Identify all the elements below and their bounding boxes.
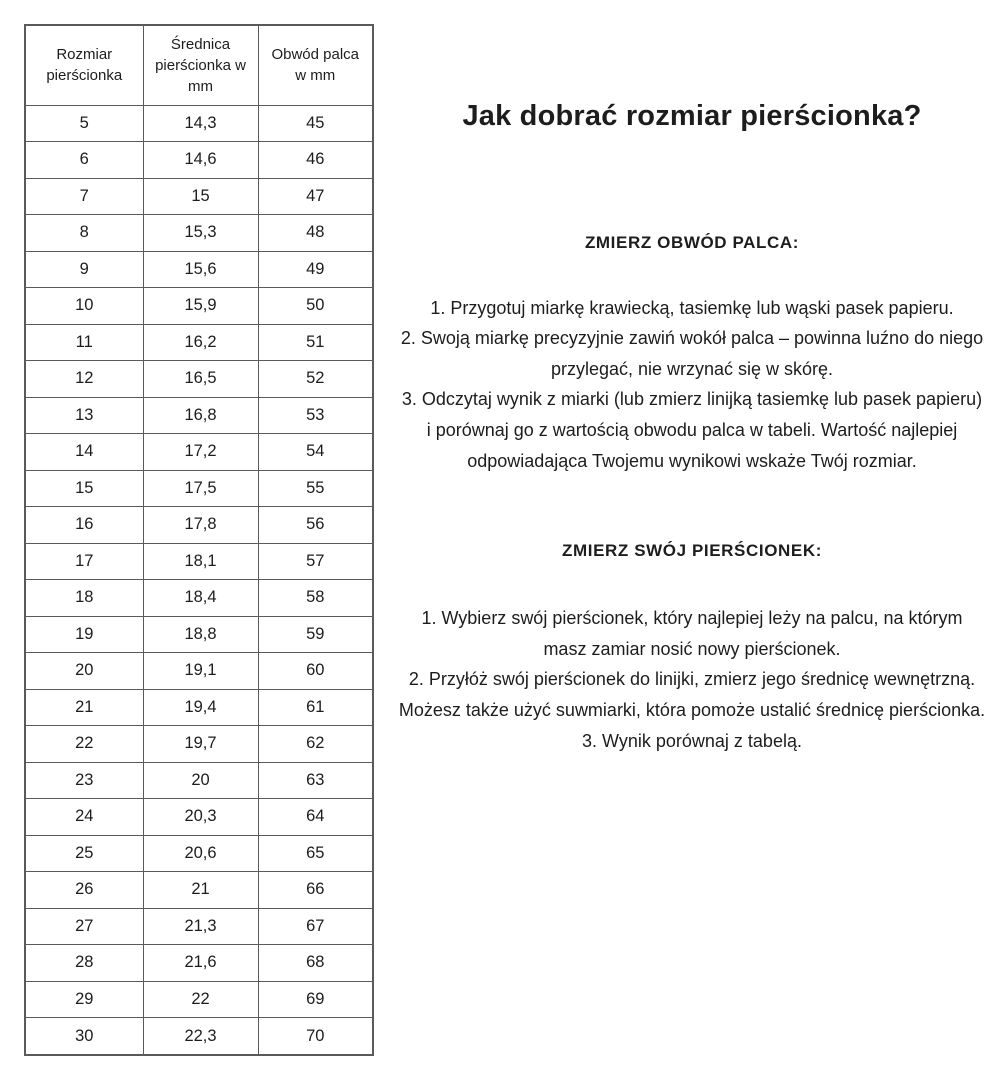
- table-cell: 9: [25, 251, 143, 288]
- table-cell: 10: [25, 288, 143, 325]
- table-cell: 15,3: [143, 215, 258, 252]
- instruction-item: 3. Odczytaj wynik z miarki (lub zmierz linijką tasiemkę lub pasek papieru) i porównaj go z wartością obwodu palca w tabeli. Wartość najlepiej odpowiadająca Twojemu wynikowi wskaże Twój rozmiar.: [401, 389, 983, 471]
- table-cell: 18,8: [143, 616, 258, 653]
- table-cell: 22: [143, 981, 258, 1018]
- table-cell: 69: [258, 981, 373, 1018]
- table-cell: 52: [258, 361, 373, 398]
- table-row: [25, 251, 373, 288]
- table-cell: 21: [143, 872, 258, 909]
- table-cell: 6: [25, 142, 143, 179]
- table-cell: 17: [25, 543, 143, 580]
- table-cell: 17,8: [143, 507, 258, 544]
- table-cell: 16: [25, 507, 143, 544]
- table-cell: 20,3: [143, 799, 258, 836]
- table-row: [25, 653, 373, 690]
- table-cell: 15,6: [143, 251, 258, 288]
- content-panel: [398, 0, 986, 756]
- table-cell: 27: [25, 908, 143, 945]
- table-cell: 11: [25, 324, 143, 361]
- table-row: [25, 324, 373, 361]
- instruction-item: 3. Wynik porównaj z tabelą.: [582, 730, 802, 751]
- table-cell: 57: [258, 543, 373, 580]
- table-cell: 21,3: [143, 908, 258, 945]
- table-row: [25, 434, 373, 471]
- table-row: [25, 178, 373, 215]
- table-cell: 59: [258, 616, 373, 653]
- table-row: [25, 835, 373, 872]
- ring-size-table-body: [25, 105, 373, 1055]
- table-cell: 28: [25, 945, 143, 982]
- table-cell: 24: [25, 799, 143, 836]
- table-cell: 46: [258, 142, 373, 179]
- table-row: [25, 981, 373, 1018]
- table-row: [25, 142, 373, 179]
- table-cell: 17,5: [143, 470, 258, 507]
- table-row: [25, 726, 373, 763]
- table-cell: 16,5: [143, 361, 258, 398]
- table-row: [25, 762, 373, 799]
- table-row: [25, 215, 373, 252]
- table-row: [25, 470, 373, 507]
- table-cell: 21: [25, 689, 143, 726]
- table-cell: 66: [258, 872, 373, 909]
- instruction-item: 2. Swoją miarkę precyzyjnie zawiń wokół palca – powinna luźno do niego przylegać, nie wrzynać się w skórę.: [400, 328, 984, 379]
- table-row: [25, 580, 373, 617]
- table-cell: 5: [25, 105, 143, 142]
- table-cell: 61: [258, 689, 373, 726]
- table-cell: 19,7: [143, 726, 258, 763]
- table-cell: 50: [258, 288, 373, 325]
- col-header-finger-circumference: Obwód palca w mm: [258, 25, 373, 105]
- table-cell: 14,3: [143, 105, 258, 142]
- table-row: [25, 397, 373, 434]
- table-cell: 18,1: [143, 543, 258, 580]
- table-cell: 13: [25, 397, 143, 434]
- table-cell: 25: [25, 835, 143, 872]
- table-cell: 62: [258, 726, 373, 763]
- col-header-ring-diameter: Średnica pierścionka w mm: [143, 25, 258, 105]
- table-cell: 54: [258, 434, 373, 471]
- table-cell: 19: [25, 616, 143, 653]
- table-row: [25, 507, 373, 544]
- table-cell: 23: [25, 762, 143, 799]
- table-cell: 29: [25, 981, 143, 1018]
- table-cell: 70: [258, 1018, 373, 1056]
- instruction-item: 1. Przygotuj miarkę krawiecką, tasiemkę lub wąski pasek papieru.: [430, 297, 954, 318]
- table-cell: 55: [258, 470, 373, 507]
- table-row: [25, 799, 373, 836]
- table-cell: 16,8: [143, 397, 258, 434]
- table-cell: 20: [143, 762, 258, 799]
- table-cell: 45: [258, 105, 373, 142]
- table-cell: 17,2: [143, 434, 258, 471]
- section-measure-finger: [398, 233, 986, 477]
- table-cell: 8: [25, 215, 143, 252]
- instruction-list-finger: [398, 293, 986, 477]
- table-cell: 14,6: [143, 142, 258, 179]
- table-cell: 67: [258, 908, 373, 945]
- table-cell: 22,3: [143, 1018, 258, 1056]
- table-cell: 30: [25, 1018, 143, 1056]
- table-cell: 49: [258, 251, 373, 288]
- table-cell: 19,1: [143, 653, 258, 690]
- table-row: [25, 945, 373, 982]
- table-cell: 65: [258, 835, 373, 872]
- table-cell: 63: [258, 762, 373, 799]
- table-cell: 64: [258, 799, 373, 836]
- table-cell: 56: [258, 507, 373, 544]
- table-cell: 22: [25, 726, 143, 763]
- table-cell: 48: [258, 215, 373, 252]
- table-row: [25, 1018, 373, 1056]
- instruction-item: 1. Wybierz swój pierścionek, który najlepiej leży na palcu, na którym masz zamiar nosić nowy pierścionek.: [421, 608, 963, 659]
- table-cell: 53: [258, 397, 373, 434]
- table-cell: 51: [258, 324, 373, 361]
- table-cell: 20: [25, 653, 143, 690]
- ring-size-table: [24, 24, 374, 1056]
- table-cell: 15: [25, 470, 143, 507]
- section-measure-ring: [398, 541, 986, 756]
- table-cell: 12: [25, 361, 143, 398]
- table-row: [25, 543, 373, 580]
- col-header-ring-size: Rozmiar pierścionka: [25, 25, 143, 105]
- table-row: [25, 689, 373, 726]
- table-row: [25, 872, 373, 909]
- table-cell: 47: [258, 178, 373, 215]
- table-cell: 26: [25, 872, 143, 909]
- table-cell: 16,2: [143, 324, 258, 361]
- table-row: [25, 361, 373, 398]
- page-title: Jak dobrać rozmiar pierścionka?: [462, 100, 922, 132]
- table-cell: 15: [143, 178, 258, 215]
- table-cell: 60: [258, 653, 373, 690]
- table-cell: 18: [25, 580, 143, 617]
- table-cell: 68: [258, 945, 373, 982]
- table-cell: 14: [25, 434, 143, 471]
- table-cell: 20,6: [143, 835, 258, 872]
- section-heading-measure-finger: ZMIERZ OBWÓD PALCA:: [584, 232, 800, 252]
- table-row: [25, 908, 373, 945]
- table-row: [25, 105, 373, 142]
- instruction-item: 2. Przyłóż swój pierścionek do linijki, zmierz jego średnicę wewnętrzną. Możesz także użyć suwmiarki, która pomoże ustalić średnicę pierścionka.: [398, 669, 986, 721]
- table-row: [25, 288, 373, 325]
- table-row: [25, 616, 373, 653]
- table-cell: 15,9: [143, 288, 258, 325]
- table-cell: 18,4: [143, 580, 258, 617]
- table-header-row: [25, 25, 373, 105]
- table-cell: 19,4: [143, 689, 258, 726]
- table-cell: 58: [258, 580, 373, 617]
- instruction-list-ring: [398, 603, 986, 756]
- table-cell: 21,6: [143, 945, 258, 982]
- table-cell: 7: [25, 178, 143, 215]
- section-heading-measure-ring: ZMIERZ SWÓJ PIERŚCIONEK:: [562, 541, 822, 561]
